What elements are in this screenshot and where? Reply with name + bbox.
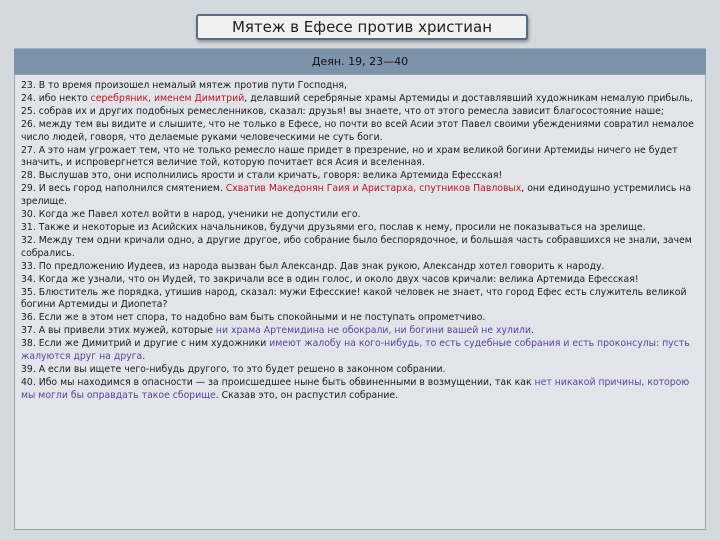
verse-25: 25. собрав их и других подобных ремесленников, сказал: друзья! вы знаете, что от этого ремесла зависит благосостояние наше;	[21, 105, 664, 117]
verse-29-highlight: Схватив Македонян Гаия и Аристарха, спутников Павловых	[225, 183, 522, 195]
verse-38-text: 38. Если же Димитрий и другие с ним художники	[21, 338, 270, 350]
verse-27: 27. А это нам угрожает тем, что не только ремесло наше придет в презрение, но и храм великой богини Артемиды ничего не будет значить, и испровергнется величие той, которую почитает вся Асия и вселенная.	[21, 144, 678, 169]
verse-38-highlight: имеют жалобу на кого-нибудь, то есть судебные собрания и есть проконсулы: пусть жалуются друг на друга	[21, 338, 690, 363]
verse-24-text-end: , делавший серебряные храмы Артемиды и доставлявший художникам немалую прибыль,	[244, 92, 693, 104]
verse-30: 30. Когда же Павел хотел войти в народ, ученики не допустили его.	[21, 209, 361, 221]
verse-31: 31. Также и некоторые из Асийских начальников, будучи друзьями его, послав к нему, просили не показываться на зрелище.	[21, 221, 646, 233]
verse-37-highlight: ни храма Артемидина не обокрали, ни богини вашей не хулили	[215, 325, 531, 337]
verse-33: 33. По предложению Иудеев, из народа вызван был Александр. Дав знак рукою, Александр хотел говорить к народу.	[21, 260, 605, 272]
verse-35: 35. Блюститель же порядка, утишив народ, сказал: мужи Ефесские! какой человек не знает, что город Ефес есть служитель великой богини Артемиды и Диопета?	[21, 286, 687, 311]
verse-37-text-end: .	[531, 325, 534, 337]
verse-40	[21, 377, 699, 403]
verse-38	[21, 338, 699, 364]
verse-38-text-end: .	[142, 351, 146, 363]
verse-37	[21, 325, 699, 338]
verse-29-text-end: , они единодушно устремились на зрелище.	[21, 183, 692, 208]
verse-24-highlight: серебряник, именем Димитрий	[90, 92, 245, 104]
verse-39: 39. А если вы ищете чего-нибудь другого, то это будет решено в законном собрании.	[21, 363, 446, 375]
slide-title: Мятеж в Ефесе против христиан	[196, 14, 528, 40]
verse-40-text-end: . Сказав это, он распустил собрание.	[215, 389, 399, 401]
verse-24-text: 24. ибо некто	[21, 92, 91, 104]
verse-36: 36. Если же в этом нет спора, то надобно вам быть спокойными и не поступать опрометчиво.	[21, 312, 486, 324]
verse-34: 34. Когда же узнали, что он Иудей, то закричали все в один голос, и около двух часов кричали: велика Артемида Ефесская!	[21, 273, 639, 285]
scripture-reference: Деян. 19, 23—40	[14, 48, 706, 75]
verse-40-highlight: нет никакой причины, которою мы могли бы оправдать такое сборище	[21, 376, 690, 401]
verse-40-text: 40. Ибо мы находимся в опасности — за происшедшее ныне быть обвиненными в возмущении, так как	[21, 376, 535, 388]
verse-23: 23. В то время произошел немалый мятеж против пути Господня,	[21, 80, 347, 91]
verse-32: 32. Между тем одни кричали одно, а другие другое, ибо собрание было беспорядочное, и большая часть собравшихся не знали, зачем собрались.	[21, 234, 692, 259]
verse-24	[21, 93, 699, 106]
verse-26: 26. между тем вы видите и слышите, что не только в Ефесе, но почти во всей Асии этот Павел своими убеждениями совратил немалое число людей, говоря, что делаемые руками человеческими не суть боги.	[21, 118, 694, 143]
scripture-text	[14, 74, 706, 530]
verse-28: 28. Выслушав это, они исполнились ярости и стали кричать, говоря: велика Артемида Ефесская!	[21, 170, 503, 182]
verse-29-text: 29. И весь город наполнился смятением.	[21, 183, 226, 195]
verse-29	[21, 183, 699, 209]
verse-37-text: 37. А вы привели этих мужей, которые	[21, 325, 216, 337]
